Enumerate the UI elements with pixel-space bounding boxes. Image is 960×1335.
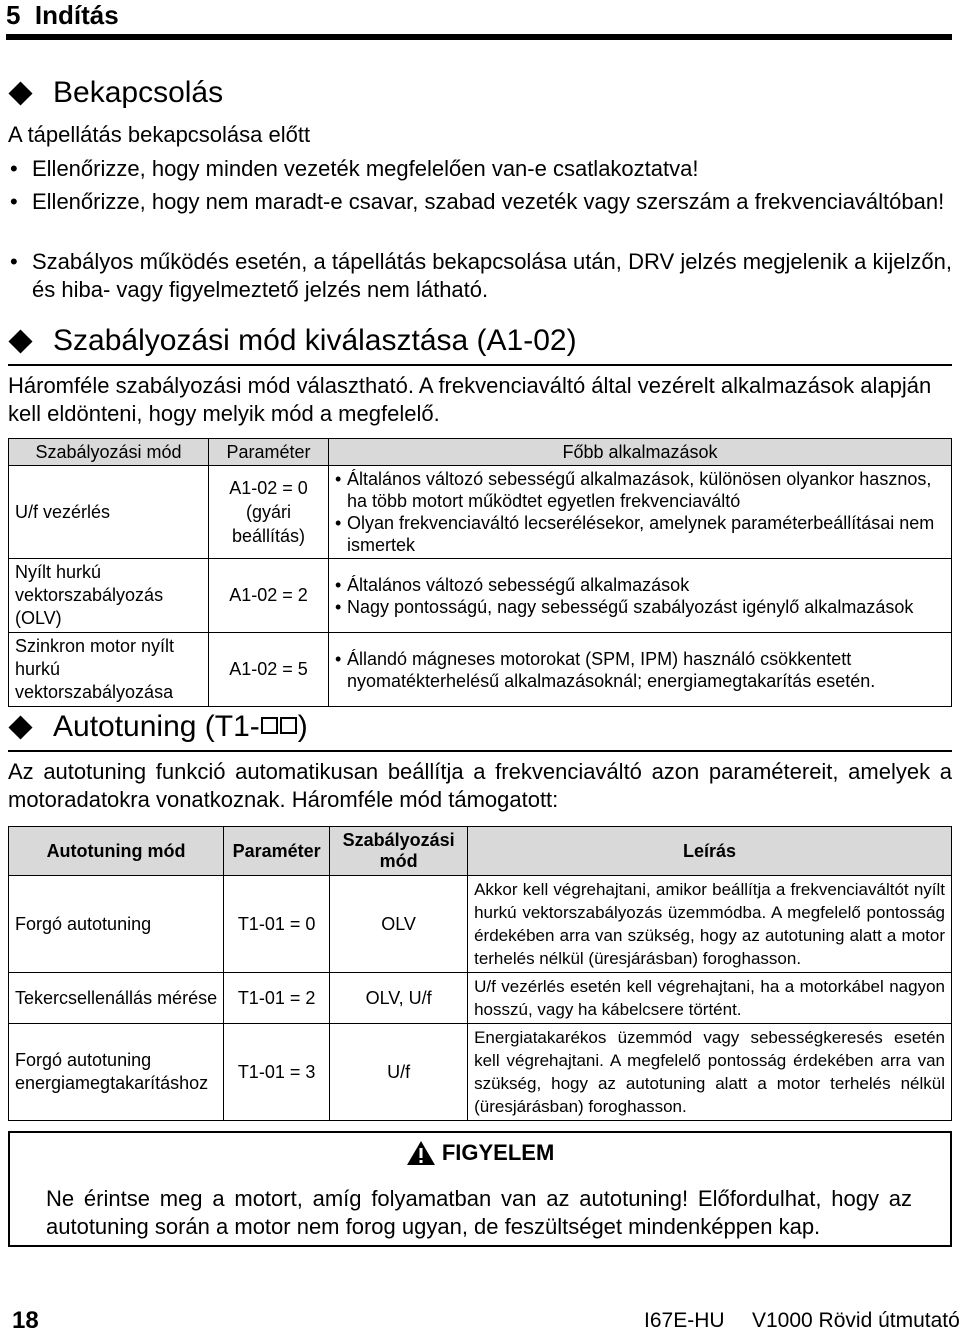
table-cell: T1-01 = 0 xyxy=(224,876,330,973)
list-item: • Állandó mágneses motorokat (SPM, IPM) használó csökkentett nyomatékterhelésű alkalmazásoknál; energiamegtakarítás esetén. xyxy=(335,648,945,692)
column-header: Szabályozási mód xyxy=(330,827,468,876)
column-header: Szabályozási mód xyxy=(9,439,209,466)
diamond-bullet-icon xyxy=(8,715,32,739)
placeholder-box-icon xyxy=(261,717,278,734)
table-row xyxy=(9,559,952,633)
warning-title: FIGYELEM xyxy=(441,1140,555,1166)
column-header: Paraméter xyxy=(209,439,329,466)
chapter-number: 5 xyxy=(6,0,21,30)
chapter-title: Indítás xyxy=(34,0,119,30)
power-intro: A tápellátás bekapcsolása előtt xyxy=(8,122,311,147)
document-title: V1000 Rövid útmutató xyxy=(752,1309,960,1332)
column-header: Autotuning mód xyxy=(9,827,224,876)
warning-text: Ne érintse meg a motort, amíg folyamatban van az autotuning! Előfordulhat, hogy az autotuning során a motor nem forog ugyan, de feszültséget mindenképpen kap. xyxy=(46,1186,912,1239)
diamond-bullet-icon xyxy=(8,329,32,353)
section-heading-autotune xyxy=(8,710,308,744)
section-rule xyxy=(8,364,952,366)
table-header-row xyxy=(9,827,952,876)
warning-heading xyxy=(0,1139,960,1166)
table-cell: A1-02 = 5 xyxy=(209,633,329,707)
autotune-intro: Az autotuning funkció automatikusan beállítja a frekvenciaváltó azon paramétereit, amelyek a motoradatokra vonatkoznak. Háromféle mód támogatott: xyxy=(8,759,952,812)
list-item: • Olyan frekvenciaváltó lecserélésekor, amelynek paraméterbeállításai nem ismertek xyxy=(335,512,945,556)
control-mode-table xyxy=(8,438,952,707)
table-cell: Nyílt hurkú vektorszabályozás (OLV) xyxy=(9,559,209,633)
table-cell: Forgó autotuning xyxy=(9,876,224,973)
table-cell: U/f vezérlés esetén kell végrehajtani, ha a motorkábel nagyon hosszú, vagy ha kábelcsere történt. xyxy=(468,973,952,1024)
table-cell xyxy=(329,633,952,707)
section-title-suffix: ) xyxy=(297,710,308,743)
column-header: Főbb alkalmazások xyxy=(329,439,952,466)
table-row xyxy=(9,876,952,973)
column-header: Paraméter xyxy=(224,827,330,876)
section-title: Bekapcsolás xyxy=(53,76,224,109)
table-cell: A1-02 = 0 (gyári beállítás) xyxy=(209,466,329,559)
table-cell: T1-01 = 3 xyxy=(224,1024,330,1121)
table-cell xyxy=(329,466,952,559)
table-row xyxy=(9,633,952,707)
table-cell: OLV, U/f xyxy=(330,973,468,1024)
list-item: • Ellenőrizze, hogy nem maradt-e csavar, szabad vezeték vagy szerszám a frekvenciaváltóban! xyxy=(10,189,945,214)
list-item: • Általános változó sebességű alkalmazások xyxy=(335,574,945,596)
warning-triangle-icon xyxy=(406,1140,436,1166)
table-cell: Szinkron motor nyílt hurkú vektorszabályozása xyxy=(9,633,209,707)
table-cell: Energiatakarékos üzemmód vagy sebességkeresés esetén kell végrehajtani. A megfelelő pontosság érdekében arra van szükség, hogy az autotuning alatt a motor terhelés nélkül (üresjárásban) foroghasson. xyxy=(468,1024,952,1121)
document-id: I67E-HU xyxy=(644,1309,725,1332)
table-header-row xyxy=(9,439,952,466)
table-cell: U/f vezérlés xyxy=(9,466,209,559)
list-item: • Szabályos működés esetén, a tápellátás bekapcsolása után, DRV jelzés megjelenik a kijelzőn, és hiba- vagy figyelmeztető jelzés nem látható. xyxy=(10,249,952,302)
section-title-prefix: Autotuning (T1- xyxy=(53,710,260,743)
page-number: 18 xyxy=(12,1307,39,1334)
diamond-bullet-icon xyxy=(8,81,32,105)
table-cell: OLV xyxy=(330,876,468,973)
section-title: Szabályozási mód kiválasztása (A1-02) xyxy=(53,324,577,357)
table-row xyxy=(9,1024,952,1121)
table-cell: T1-01 = 2 xyxy=(224,973,330,1024)
list-item: • Nagy pontosságú, nagy sebességű szabályozást igénylő alkalmazások xyxy=(335,596,945,618)
table-cell: Forgó autotuning energiamegtakarításhoz xyxy=(9,1024,224,1121)
table-cell: Tekercsellenállás mérése xyxy=(9,973,224,1024)
column-header: Leírás xyxy=(468,827,952,876)
section-rule xyxy=(8,750,952,752)
table-cell: A1-02 = 2 xyxy=(209,559,329,633)
table-cell xyxy=(329,559,952,633)
table-cell: Akkor kell végrehajtani, amikor beállítja a frekvenciaváltót nyílt hurkú vektorszabályozás üzemmódba. A megfelelő pontosság érdekében arra van szükség, hogy az autotuning alatt a motor terhelés nélkül (üresjárásban) foroghasson. xyxy=(468,876,952,973)
control-intro: Háromféle szabályozási mód választható. A frekvenciaváltó által vezérelt alkalmazások alapján kell eldönteni, hogy melyik mód a megfelelő. xyxy=(8,373,932,426)
table-row xyxy=(9,973,952,1024)
chapter-rule xyxy=(6,34,952,40)
autotuning-table xyxy=(8,826,952,1121)
table-cell: U/f xyxy=(330,1024,468,1121)
section-heading-power xyxy=(8,76,223,110)
placeholder-box-icon xyxy=(280,717,297,734)
list-item: • Ellenőrizze, hogy minden vezeték megfelelően van-e csatlakoztatva! xyxy=(10,156,699,181)
table-row xyxy=(9,466,952,559)
list-item: • Általános változó sebességű alkalmazások, különösen olyankor hasznos, ha több motort működtet egyetlen frekvenciaváltó xyxy=(335,468,945,512)
chapter-heading xyxy=(6,0,119,31)
section-heading-control xyxy=(8,324,577,358)
